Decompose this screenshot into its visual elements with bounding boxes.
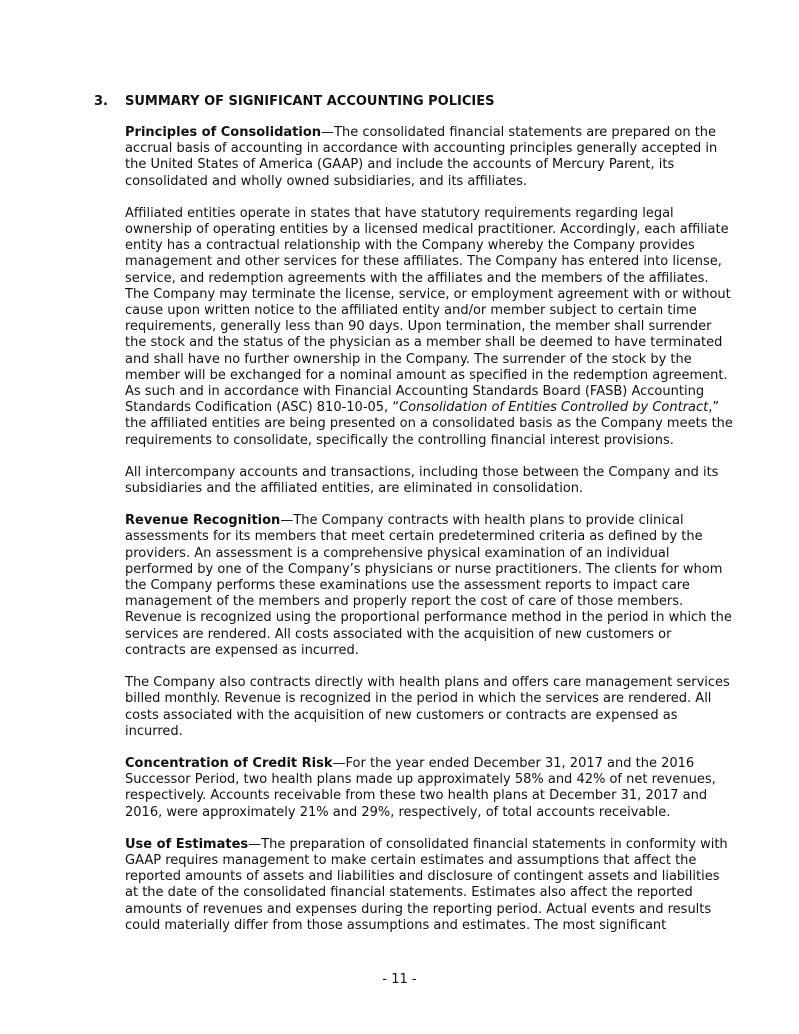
paragraph-text: —For the year ended December 31, 2017 and the 2016 Successor Period, two health plans made up approximately 58% and 42% of net revenues, respectively. Accounts receivable from these two health plans at December 31, 2017 and 2016, were approximately 21% and 29%, respectively, of total accounts receivable. [125,755,716,820]
accounting-policies-section [94,93,734,950]
paragraph-lead: Concentration of Credit Risk [125,755,333,771]
paragraph-text: —The preparation of consolidated financial statements in conformity with GAAP requires management to make certain estimates and assumptions that affect the reported amounts of assets and liabilities and disclosure of contingent assets and liabilities at the date of the consolidated financial statements. Estimates also affect the reported amounts of revenues and expenses during the reporting period. Actual events and results could materially differ from those assumptions and estimates. The most significant [125,836,728,933]
paragraph-lead: Principles of Consolidation [125,125,322,140]
paragraph-text: Affiliated entities operate in states that have statutory requirements regarding legal ownership of operating entities by a licensed medical practitioner. Accordingly, each affiliate entity has a contractual relationship with the Company whereby the Company provides management and other services for these affiliates. The Company has entered into license, service, and redemption agreements with the affiliates and the members of the affiliates. The Company may terminate the license, service, or employment agreement with or without cause upon written notice to the affiliated entity and/or member subject to certain time requirements, generally less than 90 days. Upon termination, the member shall surrender the stock and the status of the physician as a member shall be deemed to have terminated and shall have no further ownership in the Company. The surrender of the stock by the member will be exchanged for a nominal amount as specified in the redemption agreement. As such and in accordance with Financial Accounting Standards Board (FASB) Accounting Standards Codification (ASC) 810-10-05, “ [125,205,731,416]
paragraph-lead: Revenue Recognition [125,513,281,529]
paragraph-italic-citation: Consolidation of Entities Controlled by Contract [399,400,709,416]
paragraph-principles-of-consolidation [125,125,734,190]
paragraph-use-of-estimates [125,837,734,934]
paragraph-text: —The consolidated financial statements are prepared on the accrual basis of accounting in accordance with accounting principles generally accepted in the United States of America (GAAP) and include the accounts of Mercury Parent, its consolidated and wholly owned subsidiaries, and its affiliates. [125,125,718,189]
paragraph-lead: Use of Estimates [125,836,249,852]
paragraph-text: The Company also contracts directly with health plans and offers care management services billed monthly. Revenue is recognized in the period in which the services are rendered. All costs associated with the acquisition of new customers or contracts are expensed as incurred. [125,675,730,739]
section-heading [94,93,734,110]
paragraph-concentration-of-credit-risk [125,756,734,821]
paragraph-intercompany [125,465,734,497]
paragraph-affiliated-entities [125,206,734,449]
section-body [125,125,734,934]
section-title: SUMMARY OF SIGNIFICANT ACCOUNTING POLICIES [125,94,495,109]
section-number: 3. [94,94,108,109]
paragraph-text: All intercompany accounts and transactions, including those between the Company and its subsidiaries and the affiliated entities, are eliminated in consolidation. [125,464,719,497]
paragraph-revenue-recognition [125,513,734,659]
paragraph-text-continued: ,” the affiliated entities are being presented on a consolidated basis as the Company meets the requirements to consolidate, specifically the controlling financial interest provisions. [125,400,733,448]
paragraph-text: —The Company contracts with health plans to provide clinical assessments for its members that meet certain predetermined criteria as defined by the providers. An assessment is a comprehensive physical examination of an individual performed by one of the Company’s physicians or nurse practitioners. The clients for whom the Company performs these examinations use the assessment reports to impact care management of the members and properly report the cost of care of those members. Revenue is recognized using the proportional performance method in the period in which the services are rendered. All costs associated with the acquisition of new customers or contracts are expensed as incurred. [125,513,732,658]
page-number: - 11 - [382,972,417,987]
paragraph-care-management [125,675,734,740]
